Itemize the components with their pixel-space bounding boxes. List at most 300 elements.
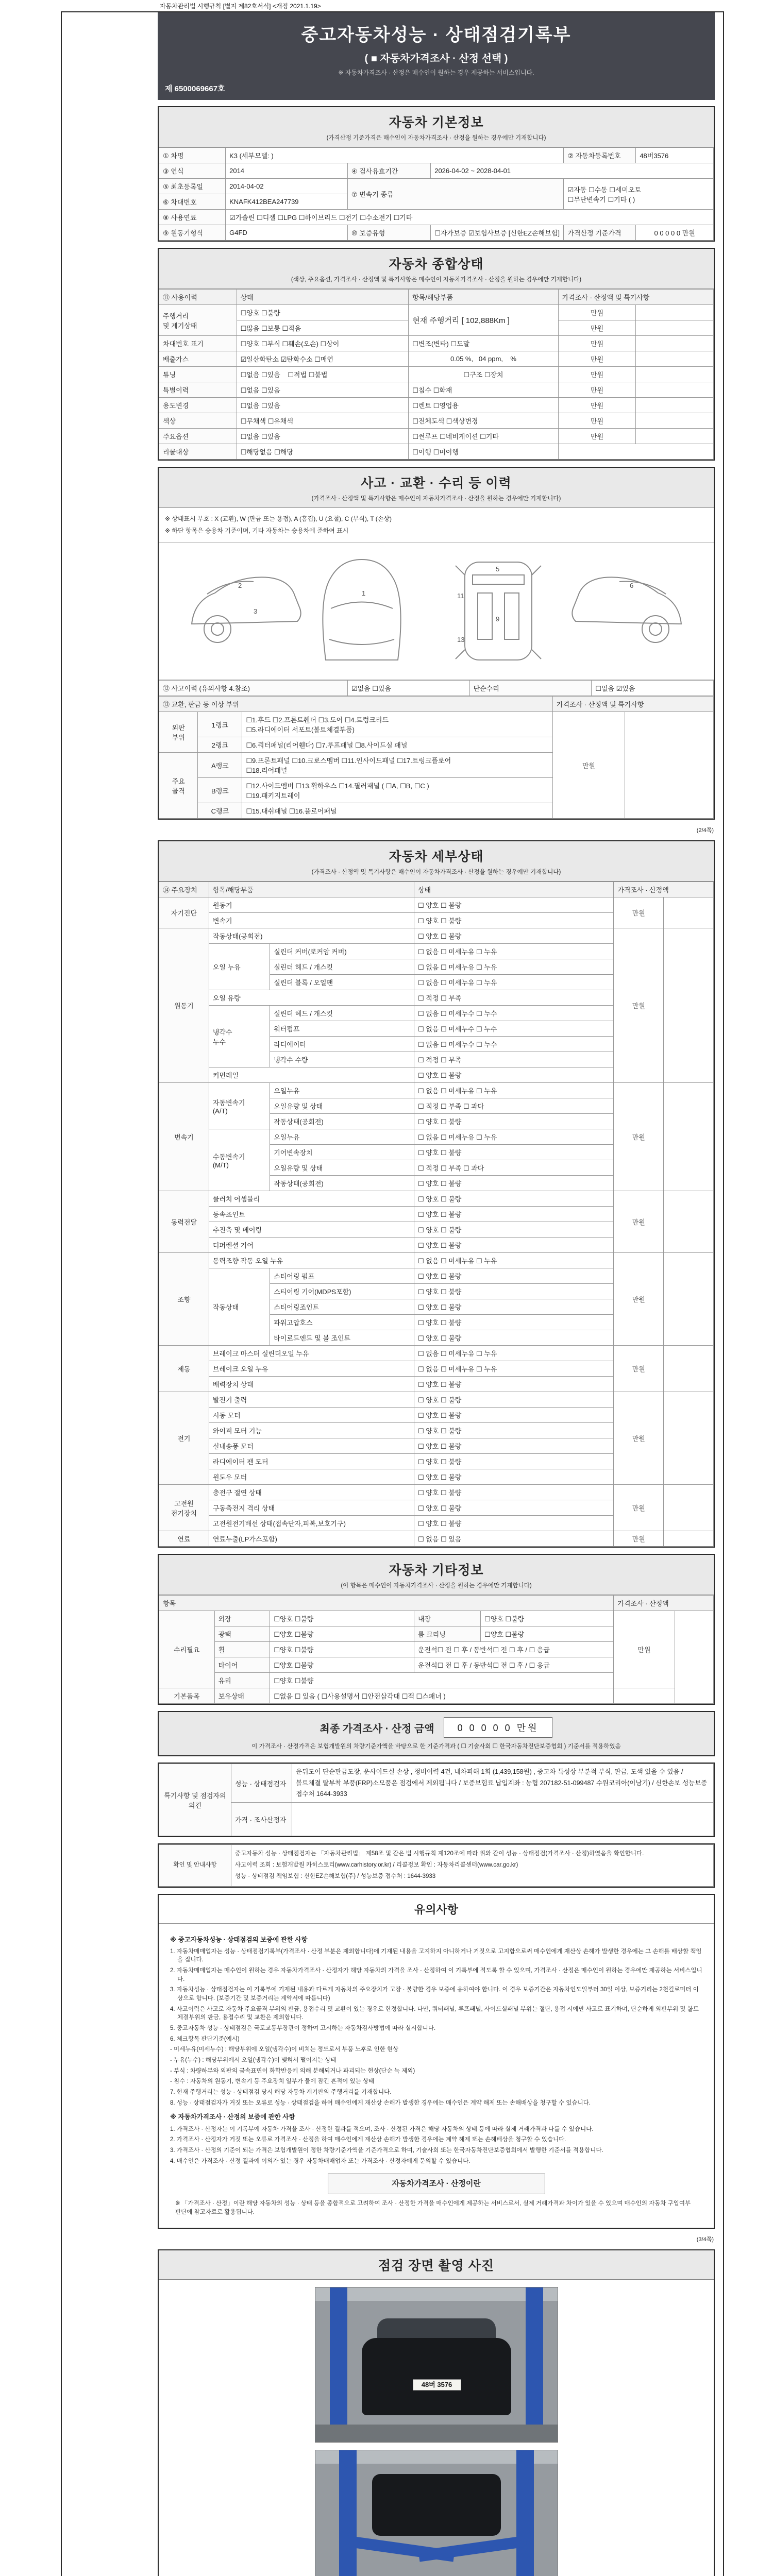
column-header: 가격조사 · 산정액 및 특기사항 bbox=[558, 290, 713, 305]
section-etc-info bbox=[158, 1554, 715, 1705]
inspection-photo-front-under bbox=[315, 2450, 558, 2576]
table-cell[interactable]: ☐전체도색 ☐색상변경 bbox=[409, 413, 559, 429]
document-page bbox=[61, 11, 724, 2576]
table-cell[interactable]: ☐ 없음 ☐ 미세누유 ☐ 누유 bbox=[414, 975, 613, 990]
table-cell: 주요옵션 bbox=[159, 429, 237, 444]
notice-label: 확인 및 안내사항 bbox=[159, 1845, 231, 1886]
warranty-checks[interactable]: ☐자가보증 ☑보험사보증 [신한EZ손해보험] bbox=[431, 225, 564, 241]
section-detail-title: 자동차 세부상태 bbox=[389, 850, 484, 865]
diagram-label: 11 bbox=[457, 592, 464, 600]
table-cell: 2랭크 bbox=[198, 737, 242, 753]
column-header: 가격조사 · 산정액 및 특기사항 bbox=[552, 697, 713, 712]
basic-info-table bbox=[159, 147, 714, 241]
table-cell[interactable]: ☐없음 ☐있음 bbox=[237, 429, 409, 444]
final-price-band bbox=[158, 1711, 715, 1756]
table-cell[interactable]: ☐ 없음 ☐ 미세누유 ☐ 누유 bbox=[414, 1253, 613, 1268]
overall-state-table bbox=[159, 289, 714, 460]
table-cell[interactable]: ☐ 없음 ☐ 있음 bbox=[414, 1531, 613, 1547]
note-line: 성능 · 상태점검 책임보험 : 신한EZ손해보험(주) / 성능보증 접수처 : 1644-3933 bbox=[234, 1873, 436, 1879]
table-cell: 오일유량 및 상태 bbox=[270, 1098, 414, 1114]
section-detail-header bbox=[159, 841, 714, 882]
table-cell: 작동상태(공회전) bbox=[270, 1176, 414, 1191]
table-cell[interactable]: ☐ 양호 ☐ 불량 bbox=[414, 1315, 613, 1330]
table-cell[interactable]: ☐ 양호 ☐ 불량 bbox=[414, 1299, 613, 1315]
table-cell: 동력조향 작동 오일 누유 bbox=[209, 1253, 414, 1268]
section-accident-subtitle: (가격조사 · 산정액 및 특기사항은 매수인이 자동차가격조사 · 산정을 원하는 경우에만 기재합니다) bbox=[311, 496, 561, 502]
table-cell bbox=[664, 1392, 714, 1485]
note-line: 4. 매수인은 가격조사 · 산정 결과에 이의가 있는 경우 자동차매매업자 또는 가격조사 · 산정자에게 문의할 수 있습니다. bbox=[170, 2158, 470, 2164]
table-cell: 만원 bbox=[558, 382, 636, 398]
note-line: 3. 가격조사 · 산정의 기준이 되는 가격은 보험개발원이 정한 차량기준가액을 기준가격으로 하며, 기술사회 또는 한국자동차진단보증협회에서 발행한 기준서를 적용합니다. bbox=[170, 2147, 603, 2154]
table-cell: 만원 bbox=[558, 429, 636, 444]
table-cell[interactable]: ☐ 없음 ☐ 미세누유 ☐ 누유 bbox=[414, 1346, 613, 1361]
cautions-s2-header: ※ 자동차가격조사 · 산정의 보증에 관한 사항 bbox=[170, 2113, 295, 2121]
table-cell: 타이로드엔드 및 볼 조인트 bbox=[270, 1330, 414, 1346]
table-cell[interactable]: ☐ 양호 ☐ 불량 bbox=[414, 1500, 613, 1516]
base-price-value: 0 0 0 0 0 만원 bbox=[636, 225, 714, 241]
table-cell: 기어변속장치 bbox=[270, 1145, 414, 1160]
note-line: 2. 자동차매매업자는 매수인이 원하는 경우 자동차가격조사 · 산정자가 해당 자동차의 가격을 조사 · 산정하여 이 기록부에 적도록 할 수 있으며, 가격조사 · 산정은 매수인이 원하는 경우에만 제공하는 서비스입니다. bbox=[170, 1968, 702, 1982]
table-cell: 전기 bbox=[159, 1392, 209, 1485]
field-reg-no-value: 48버3576 bbox=[636, 148, 714, 163]
table-cell[interactable]: ☐많음 ☐보통 ☐적음 bbox=[237, 320, 409, 336]
section-etc-subtitle: (이 항목은 매수인이 자동차가격조사 · 산정을 원하는 경우에만 기재합니다) bbox=[341, 1583, 532, 1589]
field-car-name-value: K3 (세부모델: ) bbox=[226, 148, 564, 163]
table-cell[interactable]: ☐ 양호 ☐ 불량 bbox=[414, 1222, 613, 1238]
table-cell: 작동상태(공회전) bbox=[209, 928, 414, 944]
table-cell: 오일누유 bbox=[270, 1129, 414, 1145]
lift-post bbox=[330, 2287, 347, 2442]
note-line: - 미세누유(미세누수) : 해당부위에 오일(냉각수)이 비치는 정도로서 부품 노후로 인한 현상 bbox=[170, 2046, 399, 2053]
column-header: ⑪ 사용이력 bbox=[159, 290, 237, 305]
row-mileage: 주행거리 및 계기상태 bbox=[159, 305, 237, 336]
table-cell: 실내송풍 모터 bbox=[209, 1438, 414, 1454]
table-cell bbox=[636, 398, 714, 413]
table-cell: 윈도우 모터 bbox=[209, 1469, 414, 1485]
table-cell: 조향 bbox=[159, 1253, 209, 1346]
table-cell: 파워고압호스 bbox=[270, 1315, 414, 1330]
table-cell: 브레이크 오일 누유 bbox=[209, 1361, 414, 1377]
section-photos-title: 점검 장면 촬영 사진 bbox=[378, 2258, 495, 2273]
table-cell[interactable]: ☐9.프론트패널 ☐10.크로스멤버 ☐11.인사이드패널 ☐17.트렁크플로어 ☐18.리어패널 bbox=[242, 753, 553, 778]
table-cell: 라디에이터 bbox=[270, 1037, 414, 1052]
section-detail-subtitle: (가격조사 · 산정액 및 특기사항은 매수인이 자동차가격조사 · 산정을 원하는 경우에만 기재합니다) bbox=[311, 869, 561, 876]
car-underside bbox=[372, 2474, 501, 2536]
field-car-name-label: ① 차명 bbox=[159, 148, 226, 163]
table-cell[interactable]: ☐양호 ☐불량 bbox=[270, 1611, 414, 1626]
table-cell[interactable]: ☐ 양호 ☐ 불량 bbox=[414, 1423, 613, 1438]
section-overall-state bbox=[158, 248, 715, 461]
table-cell[interactable]: ☐없음 ☐ 있음 ( ☐사용설명서 ☐안전삼각대 ☐잭 ☐스패너 ) bbox=[270, 1688, 614, 1704]
price-appraisal-definition-title: 자동차가격조사 · 산정이란 bbox=[328, 2174, 545, 2194]
table-cell: 색상 bbox=[159, 413, 237, 429]
table-cell[interactable]: ☐ 양호 ☐ 불량 bbox=[414, 928, 613, 944]
table-cell: ⑨ 원동기형식 bbox=[159, 225, 226, 241]
table-cell[interactable]: ☐ 양호 ☐ 불량 bbox=[414, 897, 613, 913]
table-cell bbox=[664, 1531, 714, 1547]
table-cell[interactable]: ☐양호 ☐불량 bbox=[270, 1657, 414, 1673]
emission-values: 0.05 %, 04 ppm, % bbox=[409, 351, 559, 367]
table-cell: 광택 bbox=[214, 1626, 270, 1642]
table-cell[interactable]: ☐썬루프 ☐네비게이션 ☐기타 bbox=[409, 429, 559, 444]
section-overall-title: 자동차 종합상태 bbox=[389, 257, 484, 272]
table-cell: 용도변경 bbox=[159, 398, 237, 413]
table-cell: 원동기 bbox=[159, 928, 209, 1083]
table-cell[interactable]: ☐ 양호 ☐ 불량 bbox=[414, 1114, 613, 1129]
table-cell: 고전원 전기장치 bbox=[159, 1485, 209, 1531]
table-cell[interactable]: ☐15.대쉬패널 ☐16.플로어패널 bbox=[242, 803, 553, 819]
section-notice bbox=[158, 1843, 715, 1887]
diagram-label: 6 bbox=[629, 582, 633, 590]
table-cell bbox=[664, 1083, 714, 1191]
table-cell: 실린더 블록 / 오일팬 bbox=[270, 975, 414, 990]
table-cell: 실린더 헤드 / 개스킷 bbox=[270, 959, 414, 975]
notice-content bbox=[231, 1845, 713, 1886]
table-cell[interactable]: ☐ 양호 ☐ 불량 bbox=[414, 1268, 613, 1284]
table-cell: 등속죠인트 bbox=[209, 1207, 414, 1222]
table-cell: 스티어링 기어(MDPS포함) bbox=[270, 1284, 414, 1299]
table-cell[interactable]: ☐양호 ☐불량 bbox=[237, 305, 409, 320]
table-cell[interactable]: ☐양호 ☐부식 ☐훼손(오손) ☐상이 bbox=[237, 336, 409, 351]
note-line: - 부식 : 차량하부와 외판의 금속표면이 화학반응에 의해 분해되거나 파괴되는 현상(단순 녹 제외) bbox=[170, 2067, 415, 2074]
table-cell bbox=[664, 1485, 714, 1531]
table-cell: 실린더 커버(로커암 커버) bbox=[270, 944, 414, 959]
etc-info-table bbox=[159, 1595, 714, 1704]
note-line: 5. 중고자동차 성능 · 상태점검은 국토교통부장관이 정하여 고시하는 자동차검사방법에 따라 실시합니다. bbox=[170, 2025, 436, 2032]
table-cell: 1랭크 bbox=[198, 712, 242, 737]
table-cell: ⑤ 최초등록일 bbox=[159, 179, 226, 194]
table-cell: 변속기 bbox=[159, 1083, 209, 1191]
table-cell[interactable]: 운전석☐ 전 ☐ 후 / 동반석☐ 전 ☐ 후 / ☐ 응급 bbox=[414, 1657, 613, 1673]
accident-history-table bbox=[159, 680, 714, 696]
table-cell: 시동 모터 bbox=[209, 1408, 414, 1423]
table-cell: 와이퍼 모터 기능 bbox=[209, 1423, 414, 1438]
column-header: ⑬ 교환, 판금 등 이상 부위 bbox=[159, 697, 553, 712]
table-cell: 만원 bbox=[552, 712, 625, 819]
table-cell: 클러치 어셈블리 bbox=[209, 1191, 414, 1207]
table-cell: 자기진단 bbox=[159, 897, 209, 928]
table-cell[interactable]: ☐양호 ☐불량 bbox=[270, 1673, 614, 1688]
table-cell: 스티어링 펌프 bbox=[270, 1268, 414, 1284]
final-price-note[interactable]: 이 가격조사 · 산정가격은 보험개발원의 차량기준가액을 바탕으로 한 기준가격과 ( ☐ 기술사회 ☐ 한국자동차진단보증협회 ) 기준서를 적용하였음 bbox=[251, 1743, 621, 1750]
diagram-label: 3 bbox=[253, 607, 257, 616]
table-cell[interactable]: ☐ 없음 ☐ 미세누유 ☐ 누유 bbox=[414, 959, 613, 975]
table-cell: 만원 bbox=[558, 305, 636, 320]
table-cell: 연료누출(LP가스포함) bbox=[209, 1531, 414, 1547]
accident-history-label: ⑫ 사고이력 (유의사항 4.참조) bbox=[159, 681, 348, 696]
section-etc-title: 자동차 기타정보 bbox=[389, 1563, 484, 1578]
section-inspector-opinion bbox=[158, 1762, 715, 1837]
section-basic-subtitle: (가격산정 기준가격은 매수인이 자동차가격조사 · 산정을 원하는 경우에만 기재합니다) bbox=[326, 135, 546, 141]
note-line: 1. 자동차매매업자는 성능 · 상태점검기록부(가격조사 · 산정 부분은 제외합니다)에 기재된 내용을 고지하지 아니하거나 거짓으로 고지함으로써 매수인에게 재산상 손해가 발생한 경우에는 그 손해를 배상할 책임을 집니다. bbox=[170, 1948, 702, 1963]
section-overall-header bbox=[159, 249, 714, 289]
table-cell[interactable]: ☐없음 ☐있음 bbox=[237, 382, 409, 398]
table-cell bbox=[614, 1688, 675, 1704]
table-cell[interactable]: ☐12.사이드멤버 ☐13.휠하우스 ☐14.필러패널 ( ☐A, ☐B, ☐C ) ☐19.패키지트레이 bbox=[242, 778, 553, 803]
table-cell: 커먼레일 bbox=[209, 1067, 414, 1083]
note-line: 중고자동차 성능 · 상태점검자는 「자동차관리법」 제58조 및 같은 법 시행규칙 제120조에 따라 위와 같이 성능 · 상태점검(가격조사 · 산정)하였음을 확인합니다. bbox=[234, 1851, 644, 1857]
table-cell[interactable]: ☐ 없음 ☐ 미세누유 ☐ 누유 bbox=[414, 944, 613, 959]
table-cell[interactable]: ☐ 양호 ☐ 불량 bbox=[414, 1330, 613, 1346]
table-cell: 만원 bbox=[558, 367, 636, 382]
table-cell[interactable]: ☐양호 ☐불량 bbox=[481, 1611, 614, 1626]
cautions-body bbox=[159, 1924, 714, 2228]
table-cell: 오일 누유 bbox=[209, 944, 270, 990]
table-cell: 추진축 및 베어링 bbox=[209, 1222, 414, 1238]
table-cell[interactable]: ☐ 양호 ☐ 불량 bbox=[414, 1516, 613, 1531]
table-cell[interactable]: ☐ 없음 ☐ 미세누유 ☐ 누유 bbox=[414, 1129, 613, 1145]
diagram-label: 2 bbox=[238, 582, 242, 590]
table-cell[interactable]: ☐ 양호 ☐ 불량 bbox=[414, 1454, 613, 1469]
table-cell[interactable]: ☐양호 ☐불량 bbox=[270, 1626, 414, 1642]
table-cell: 가격산정 기준가격 bbox=[564, 225, 636, 241]
cautions-s2-items bbox=[170, 2125, 702, 2166]
column-header: 상태 bbox=[414, 882, 613, 897]
table-cell: 룸 크리닝 bbox=[414, 1626, 480, 1642]
table-cell: 원동기 bbox=[209, 897, 414, 913]
table-cell[interactable]: ☐ 없음 ☐ 미세누유 ☐ 누유 bbox=[414, 1361, 613, 1377]
column-header: 가격조사 · 산정액 bbox=[614, 1596, 714, 1611]
table-cell: 제동 bbox=[159, 1346, 209, 1392]
document-subtitle: ( ■ 자동차가격조사 · 산정 선택 ) bbox=[364, 53, 508, 64]
note-line: 6. 체크항목 판단기준(예시) bbox=[170, 2036, 240, 2042]
status-code-legend bbox=[159, 508, 714, 543]
table-cell: 변속기 bbox=[209, 913, 414, 928]
table-cell: 발전기 출력 bbox=[209, 1392, 414, 1408]
table-cell[interactable]: ☐ 없음 ☐ 미세누유 ☐ 누유 bbox=[414, 1083, 613, 1098]
table-cell: 유리 bbox=[214, 1673, 270, 1688]
document-title: 중고자동차성능 · 상태점검기록부 bbox=[301, 25, 572, 45]
table-cell: 내장 bbox=[414, 1611, 480, 1626]
table-cell: 작동상태 bbox=[209, 1268, 270, 1346]
section-cautions bbox=[158, 1894, 715, 2229]
table-cell: 워터펌프 bbox=[270, 1021, 414, 1037]
note-line: 2. 가격조사 · 산정자가 거짓 또는 오류로 가격조사 · 산정을 하여 매수인에게 재산상 손해가 발생한 경우에는 계약 해제 또는 손해배상을 청구할 수 있습니다. bbox=[170, 2137, 566, 2143]
table-cell bbox=[636, 429, 714, 444]
opinion-table bbox=[159, 1764, 714, 1836]
table-cell bbox=[625, 712, 713, 819]
table-cell: 만원 bbox=[614, 1083, 664, 1191]
table-cell: 휠 bbox=[214, 1642, 270, 1657]
table-cell: 수리필요 bbox=[159, 1611, 215, 1688]
table-cell: 단순수리 bbox=[469, 681, 592, 696]
column-header: 가격조사 · 산정액 bbox=[614, 882, 714, 897]
table-cell[interactable]: ☐ 적정 ☐ 부족 bbox=[414, 990, 613, 1006]
final-price-label: 최종 가격조사 · 산정 금액 bbox=[320, 1723, 434, 1735]
column-header: 항목 bbox=[159, 1596, 614, 1611]
opinion-appraiser-label: 가격 · 조사산정자 bbox=[231, 1803, 292, 1836]
table-cell[interactable]: ☐ 양호 ☐ 불량 bbox=[414, 1469, 613, 1485]
notice-table bbox=[159, 1844, 714, 1886]
table-cell[interactable]: ☐ 양호 ☐ 불량 bbox=[414, 1284, 613, 1299]
table-cell[interactable]: ☐ 적정 ☐ 부족 ☐ 과다 bbox=[414, 1098, 613, 1114]
final-price-amount: 0 0 0 0 0 만원 bbox=[444, 1717, 553, 1738]
photo-ceiling bbox=[315, 2287, 558, 2301]
accident-history-checks[interactable]: ☑없음 ☐있음 bbox=[347, 681, 469, 696]
table-cell: ⑩ 보증유형 bbox=[347, 225, 430, 241]
note-line: ※ 하단 항목은 승용차 기준이며, 기타 자동차는 승용차에 준하여 표시 bbox=[165, 527, 349, 535]
table-cell bbox=[664, 1346, 714, 1392]
table-cell: 배출가스 bbox=[159, 351, 237, 367]
table-cell: 오일 유량 bbox=[209, 990, 414, 1006]
opinion-inspector-text: 운뒤도어 단순판금도장, 운사이드실 손상 , 정비이력 4건, 내차피해 1회 (1,439,158원) , 중고차 특성상 부분적 부식, 판금, 도색 있을 수 있음 / 볼트체결 탈부착 부품(FRP)소모품은 점검에서 제외됩니다 / 보증보험료 납입계좌 : 농협 207182-51-099487 수원코리아(이남기) / 신한손보 성능보증 접수처 1644-3933 bbox=[292, 1764, 714, 1803]
table-cell: 충전구 절연 상태 bbox=[209, 1485, 414, 1500]
table-cell[interactable]: ☑일산화탄소 ☑탄화수소 ☐매연 bbox=[237, 351, 409, 367]
table-cell: 만원 bbox=[614, 1191, 664, 1253]
table-cell[interactable]: ☐ 양호 ☐ 불량 bbox=[414, 1438, 613, 1454]
table-cell: B랭크 bbox=[198, 778, 242, 803]
table-cell[interactable]: ☐ 없음 ☐ 미세누수 ☐ 누수 bbox=[414, 1037, 613, 1052]
diagram-label: 13 bbox=[457, 636, 464, 644]
table-cell: 동력전달 bbox=[159, 1191, 209, 1253]
table-cell: 스티어링조인트 bbox=[270, 1299, 414, 1315]
table-cell: ⑦ 변속기 종류 bbox=[347, 179, 564, 210]
table-cell: 배력장치 상태 bbox=[209, 1377, 414, 1392]
table-cell bbox=[675, 1611, 713, 1704]
table-cell bbox=[636, 351, 714, 367]
table-cell[interactable]: ☐렌트 ☐영업용 bbox=[409, 398, 559, 413]
table-cell[interactable]: ☐무채색 ☐유채색 bbox=[237, 413, 409, 429]
table-cell bbox=[664, 1191, 714, 1253]
table-cell: A랭크 bbox=[198, 753, 242, 778]
table-cell[interactable]: ☐해당없음 ☐해당 bbox=[237, 444, 409, 460]
transmission-checks[interactable]: ☑자동 ☐수동 ☐세미오토 ☐무단변속기 ☐기타 ( ) bbox=[564, 179, 714, 210]
opinion-appraiser-text bbox=[292, 1803, 714, 1836]
table-cell: 만원 bbox=[558, 398, 636, 413]
cautions-title: 유의사항 bbox=[159, 1895, 714, 1924]
detail-state-table bbox=[159, 882, 714, 1547]
table-cell[interactable]: ☐침수 ☐화재 bbox=[409, 382, 559, 398]
lift-post bbox=[339, 2450, 357, 2576]
section-photos-header bbox=[159, 2250, 714, 2280]
cautions-s1-items bbox=[170, 1947, 702, 2108]
table-cell[interactable]: ☐양호 ☐불량 bbox=[481, 1626, 614, 1642]
inspection-photo-rear bbox=[315, 2287, 558, 2443]
table-cell: 튜닝 bbox=[159, 367, 237, 382]
table-cell[interactable]: ☐ 양호 ☐ 불량 bbox=[414, 1145, 613, 1160]
column-header: ⑭ 주요장치 bbox=[159, 882, 209, 897]
table-cell: 만원 bbox=[558, 320, 636, 336]
table-cell: 만원 bbox=[558, 351, 636, 367]
opinion-label: 특기사항 및 점검자의 의견 bbox=[159, 1764, 231, 1836]
table-cell: 주요 골격 bbox=[159, 753, 198, 819]
note-line: 7. 현재 주행거리는 성능 · 상태점검 당시 해당 자동차 계기판의 주행거리를 기재합니다. bbox=[170, 2089, 392, 2096]
table-cell[interactable]: ☐변조(변타) ☐도말 bbox=[409, 336, 559, 351]
note-line: 4. 사고이력은 사고로 자동차 주요골격 부위의 판금, 용접수리 및 교환이 있는 경우로 한정합니다. 다만, 쿼터패널, 루프패널, 사이드실패널 부위는 절단, 용접 시에만 사고로 표기하며, 단순하게 외판부위 및 볼트체결부위의 판금, 용접수리 및 교환은 제외합니다. bbox=[170, 2006, 699, 2021]
table-cell: 고전원전기배선 상태(접속단자,피복,보호기구) bbox=[209, 1516, 414, 1531]
table-cell: ⑥ 차대번호 bbox=[159, 194, 226, 210]
table-cell[interactable]: ☐양호 ☐불량 bbox=[270, 1642, 414, 1657]
current-mileage: 현재 주행거리 [ 102,888Km ] bbox=[409, 305, 559, 336]
section-etc-header bbox=[159, 1555, 714, 1595]
section-basic-info bbox=[158, 106, 715, 242]
column-header: 항목/해당부품 bbox=[409, 290, 559, 305]
note-line: - 침수 : 자동차의 원동기, 변속기 등 주요장치 일부가 물에 잠긴 흔적이 있는 상태 bbox=[170, 2078, 375, 2085]
table-cell[interactable]: ☐ 없음 ☐ 미세누수 ☐ 누수 bbox=[414, 1006, 613, 1021]
document-number: 제 6500069667호 bbox=[165, 84, 225, 93]
table-cell bbox=[636, 305, 714, 320]
section-basic-header bbox=[159, 107, 714, 147]
table-cell[interactable]: ☐ 양호 ☐ 불량 bbox=[414, 1238, 613, 1253]
section-accident-header bbox=[159, 468, 714, 508]
table-cell: 만원 bbox=[614, 1253, 664, 1346]
diagram-label: 5 bbox=[495, 565, 499, 573]
table-cell[interactable]: ☐ 적정 ☐ 부족 ☐ 과다 bbox=[414, 1160, 613, 1176]
table-cell[interactable]: ☐ 적정 ☐ 부족 bbox=[414, 1052, 613, 1067]
table-cell[interactable]: ☐ 양호 ☐ 불량 bbox=[414, 1392, 613, 1408]
table-cell[interactable]: ☐ 없음 ☐ 미세누수 ☐ 누수 bbox=[414, 1021, 613, 1037]
table-cell: 만원 bbox=[614, 1392, 664, 1485]
table-cell: 만원 bbox=[614, 1611, 675, 1688]
table-cell: 만원 bbox=[614, 928, 664, 1083]
cautions-s1-header: ※ 중고자동차성능 · 상태점검의 보증에 관한 사항 bbox=[170, 1936, 308, 1943]
table-cell: 실린더 헤드 / 개스킷 bbox=[270, 1006, 414, 1021]
table-cell: G4FD bbox=[226, 225, 348, 241]
table-cell[interactable]: ☐ 양호 ☐ 불량 bbox=[414, 1485, 613, 1500]
table-cell bbox=[664, 1253, 714, 1346]
table-cell[interactable]: ☐ 양호 ☐ 불량 bbox=[414, 1207, 613, 1222]
form-caption: 자동차관리법 시행규칙 [별지 제82호서식] <개정 2021.1.19> bbox=[160, 3, 321, 10]
price-appraisal-definition-text: ※ 「가격조사 · 산정」이란 해당 자동차의 성능 · 상태 등을 종합적으로 고려하여 조사 · 산정한 가격을 매수인에게 제공하는 서비스로서, 실제 거래가격과 차이가 있을 수 있으며 매수인의 자동차 구입여부 판단에 참고자료로 활용됩니다. bbox=[175, 2200, 691, 2216]
table-cell bbox=[636, 336, 714, 351]
section-accident-title: 사고 · 교환 · 수리 등 이력 bbox=[361, 476, 512, 490]
table-cell[interactable]: ☐없음 ☐있음 ☐적법 ☐불법 bbox=[237, 367, 409, 382]
table-cell: C랭크 bbox=[198, 803, 242, 819]
table-cell[interactable]: ☐ 양호 ☐ 불량 bbox=[414, 1408, 613, 1423]
table-cell[interactable]: ☐1.후드 ☐2.프론트휀더 ☐3.도어 ☐4.트렁크리드 ☐5.라디에이터 서포트(볼트체결부품) bbox=[242, 712, 553, 737]
table-cell: 구동축전지 격리 상태 bbox=[209, 1500, 414, 1516]
table-cell[interactable]: ☐구조 ☐장치 bbox=[409, 367, 559, 382]
table-cell[interactable]: ☐ 양호 ☐ 불량 bbox=[414, 1377, 613, 1392]
table-cell bbox=[636, 367, 714, 382]
column-header: 상태 bbox=[237, 290, 409, 305]
table-cell bbox=[636, 413, 714, 429]
section-overall-subtitle: (색상, 주요옵션, 가격조사 · 산정액 및 특기사항은 매수인이 자동차가격조사 · 산정을 원하는 경우에만 기재합니다) bbox=[291, 277, 582, 283]
car-rear-body bbox=[362, 2338, 511, 2415]
table-cell[interactable]: ☐ 양호 ☐ 불량 bbox=[414, 913, 613, 928]
table-cell[interactable]: ☐ 양호 ☐ 불량 bbox=[414, 1191, 613, 1207]
table-cell: 특별이력 bbox=[159, 382, 237, 398]
table-cell[interactable]: ☐이행 ☐미이행 bbox=[409, 444, 559, 460]
table-cell: 수동변속기 (M/T) bbox=[209, 1129, 270, 1191]
table-cell: 라디에이터 팬 모터 bbox=[209, 1454, 414, 1469]
table-cell: 만원 bbox=[614, 1485, 664, 1531]
table-cell bbox=[664, 897, 714, 928]
table-cell[interactable]: ☐없음 ☐있음 bbox=[237, 398, 409, 413]
section-accident-history bbox=[158, 467, 715, 820]
page-marker: (3/4쪽) bbox=[696, 2236, 714, 2243]
section-detail-state bbox=[158, 840, 715, 1548]
table-cell: 외장 bbox=[214, 1611, 270, 1626]
table-cell[interactable]: ☐ 양호 ☐ 불량 bbox=[414, 1176, 613, 1191]
document-note: ※ 자동차가격조사 · 산정은 매수인이 원하는 경우 제공하는 서비스입니다. bbox=[338, 69, 534, 76]
note-line: 1. 가격조사 · 산정자는 이 기록부에 자동차 가격을 조사 · 산정한 결과를 적으며, 조사 · 산정된 가격은 해당 자동차의 상태 등에 따라 실제 거래가격과 다를 수 있습니다. bbox=[170, 2126, 594, 2132]
table-cell[interactable]: 운전석☐ 전 ☐ 후 / 동반석☐ 전 ☐ 후 / ☐ 응급 bbox=[414, 1642, 613, 1657]
table-cell: 차대번호 표기 bbox=[159, 336, 237, 351]
note-line: 3. 자동차성능 · 상태점검자는 이 기록부에 기재된 내용과 다르게 자동차의 주요장치가 고장 · 불량한 경우 보증에 응하여야 합니다. 이 경우 보증기간은 자동차인도일부터 30일 이상, 보증거리는 2천킬로미터 이상으로 합니다. (보증기간 및 보증거리는 계약서에 따릅니다) bbox=[170, 1987, 699, 2002]
lift-post bbox=[516, 2450, 534, 2576]
table-cell: 만원 bbox=[558, 336, 636, 351]
table-cell: 브레이크 마스터 실린더오일 누유 bbox=[209, 1346, 414, 1361]
table-cell: 디퍼렌셜 기어 bbox=[209, 1238, 414, 1253]
note-line: ※ 상태표시 부호 : X (교환), W (판금 또는 용접), A (흠집), U (요철), C (부식), T (손상) bbox=[165, 515, 392, 522]
table-cell[interactable]: ☐ 양호 ☐ 불량 bbox=[414, 1067, 613, 1083]
table-cell: 연료 bbox=[159, 1531, 209, 1547]
fuel-checks[interactable]: ☑가솔린 ☐디젤 ☐LPG ☐하이브리드 ☐전기 ☐수소전기 ☐기타 bbox=[226, 210, 714, 225]
note-line: - 누유(누수) : 해당부위에서 오일(냉각수)이 맺혀서 떨어지는 상태 bbox=[170, 2057, 337, 2064]
simple-repair-checks[interactable]: ☐없음 ☑있음 bbox=[592, 681, 714, 696]
table-cell[interactable]: ☐6.쿼터패널(리어휀다) ☐7.루프패널 ☐8.사이드실 패널 bbox=[242, 737, 553, 753]
